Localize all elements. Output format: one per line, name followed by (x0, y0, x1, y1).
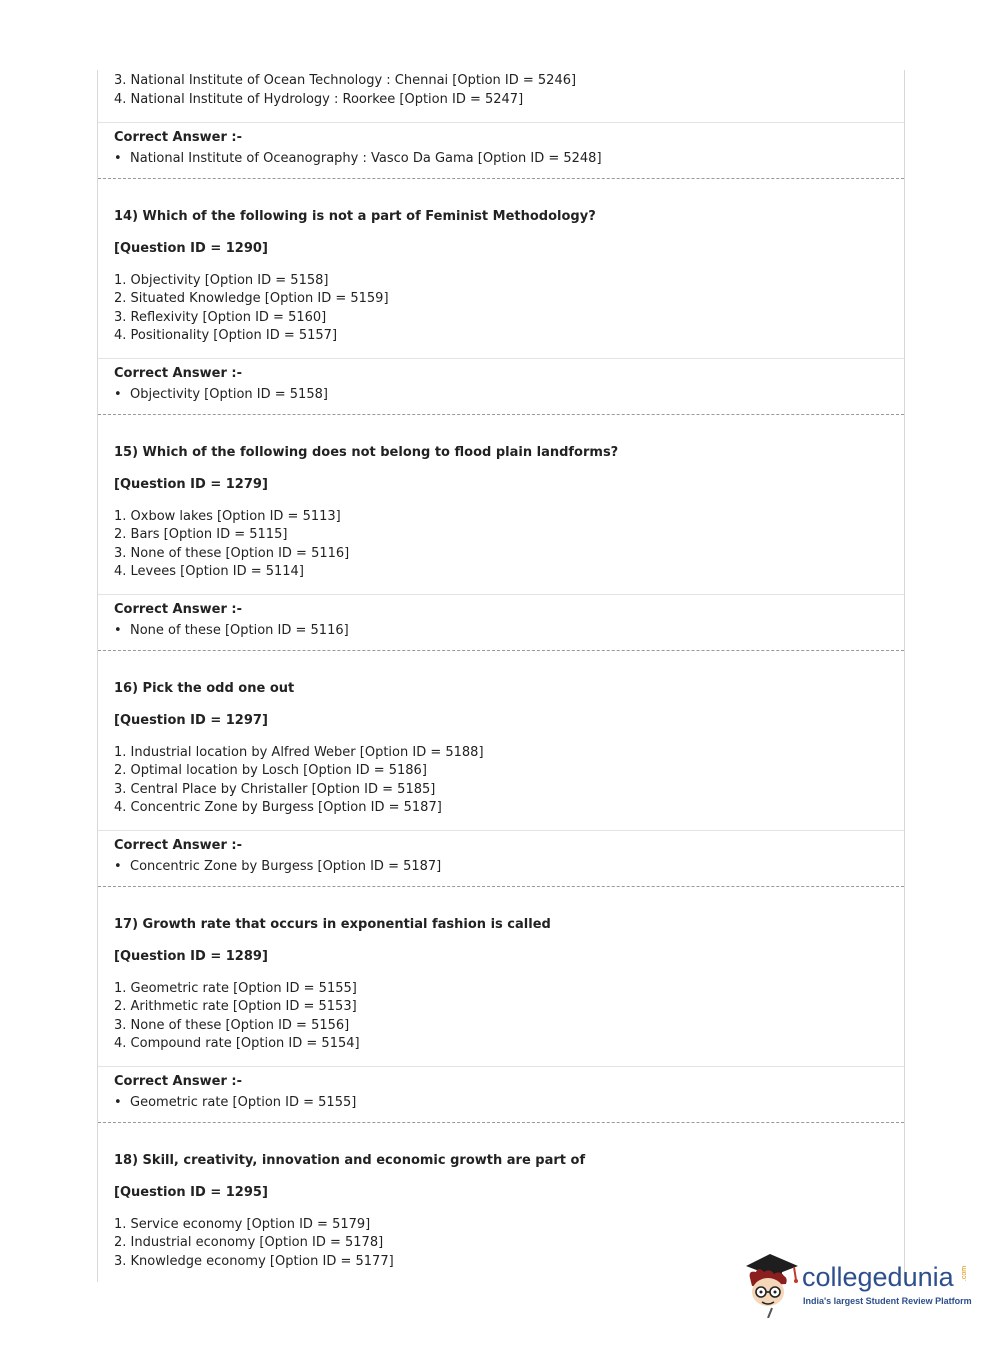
correct-answer-label: Correct Answer :- (114, 130, 242, 145)
question-title: 18) Skill, creativity, innovation and economic growth are part of (114, 1153, 586, 1168)
option-3: 3. Central Place by Christaller [Option ID = 5185] (114, 782, 436, 797)
question-separator (98, 886, 904, 887)
section-divider (98, 1066, 904, 1067)
option-1: 1. Geometric rate [Option ID = 5155] (114, 981, 357, 996)
option-3: 3. None of these [Option ID = 5116] (114, 546, 350, 561)
option-1: 1. Industrial location by Alfred Weber [Option ID = 5188] (114, 745, 484, 760)
option-1: 1. Objectivity [Option ID = 5158] (114, 273, 329, 288)
mascot-icon (742, 1248, 804, 1318)
option-2: 2. Industrial economy [Option ID = 5178] (114, 1235, 384, 1250)
section-divider (98, 358, 904, 359)
option-4: 4. National Institute of Hydrology : Roorkee [Option ID = 5247] (114, 92, 524, 107)
question-paper (97, 70, 905, 1282)
question-separator (98, 414, 904, 415)
option-4: 4. Positionality [Option ID = 5157] (114, 328, 338, 343)
option-2: 2. Optimal location by Losch [Option ID = 5186] (114, 763, 427, 778)
logo-wordmark: collegedunia (802, 1262, 954, 1292)
correct-answer-label: Correct Answer :- (114, 602, 242, 617)
correct-answer-label: Correct Answer :- (114, 366, 242, 381)
option-3: 3. Reflexivity [Option ID = 5160] (114, 310, 327, 325)
option-3: 3. National Institute of Ocean Technology : Chennai [Option ID = 5246] (114, 73, 577, 88)
section-divider (98, 122, 904, 123)
question-id: [Question ID = 1297] (114, 713, 268, 728)
question-id: [Question ID = 1279] (114, 477, 268, 492)
option-3: 3. None of these [Option ID = 5156] (114, 1018, 350, 1033)
correct-answer: • Objectivity [Option ID = 5158] (114, 386, 328, 404)
logo-suffix: .com (961, 1265, 969, 1282)
correct-answer-label: Correct Answer :- (114, 838, 242, 853)
question-id: [Question ID = 1290] (114, 241, 268, 256)
question-title: 14) Which of the following is not a part of Feminist Methodology? (114, 209, 596, 224)
question-separator (98, 1122, 904, 1123)
collegedunia-logo (742, 1248, 972, 1318)
section-divider (98, 830, 904, 831)
option-2: 2. Situated Knowledge [Option ID = 5159] (114, 291, 389, 306)
question-id: [Question ID = 1289] (114, 949, 268, 964)
correct-answer: • Geometric rate [Option ID = 5155] (114, 1094, 356, 1112)
option-1: 1. Service economy [Option ID = 5179] (114, 1217, 371, 1232)
question-separator (98, 178, 904, 179)
section-divider (98, 594, 904, 595)
correct-answer: • Concentric Zone by Burgess [Option ID = 5187] (114, 858, 441, 876)
option-2: 2. Bars [Option ID = 5115] (114, 527, 288, 542)
correct-answer: • National Institute of Oceanography : Vasco Da Gama [Option ID = 5248] (114, 150, 602, 168)
option-4: 4. Concentric Zone by Burgess [Option ID = 5187] (114, 800, 442, 815)
question-title: 17) Growth rate that occurs in exponential fashion is called (114, 917, 551, 932)
option-1: 1. Oxbow lakes [Option ID = 5113] (114, 509, 341, 524)
option-4: 4. Levees [Option ID = 5114] (114, 564, 304, 579)
logo-tagline: India's largest Student Review Platform (803, 1296, 972, 1306)
question-id: [Question ID = 1295] (114, 1185, 268, 1200)
question-separator (98, 650, 904, 651)
option-4: 4. Compound rate [Option ID = 5154] (114, 1036, 360, 1051)
question-title: 16) Pick the odd one out (114, 681, 295, 696)
correct-answer: • None of these [Option ID = 5116] (114, 622, 349, 640)
option-2: 2. Arithmetic rate [Option ID = 5153] (114, 999, 357, 1014)
option-3: 3. Knowledge economy [Option ID = 5177] (114, 1254, 394, 1269)
question-title: 15) Which of the following does not belong to flood plain landforms? (114, 445, 619, 460)
correct-answer-label: Correct Answer :- (114, 1074, 242, 1089)
